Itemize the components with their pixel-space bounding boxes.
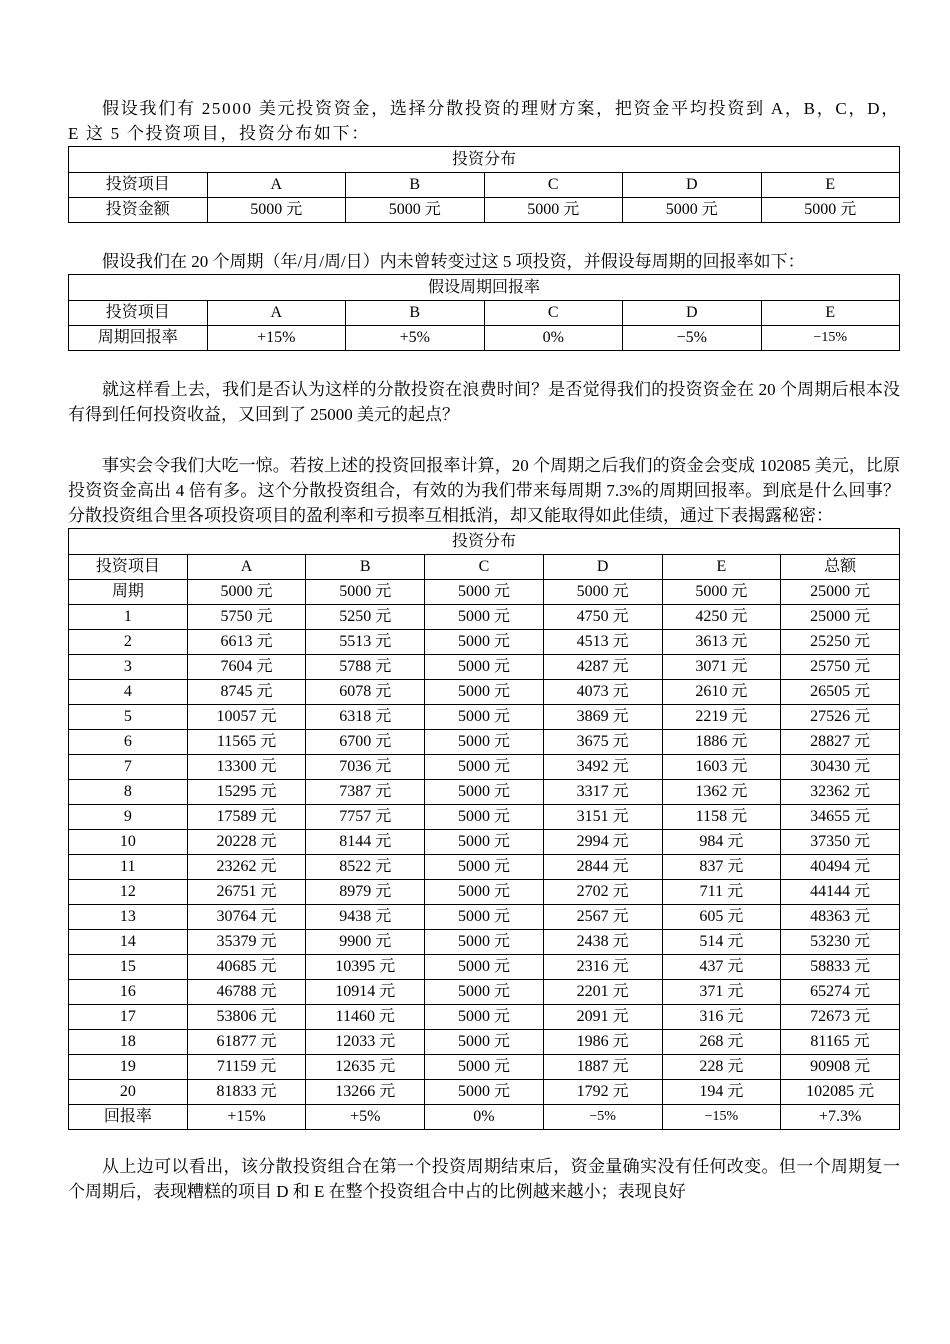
conclusion-paragraph: 从上边可以看出，该分散投资组合在第一个投资周期结束后，资金量确实没有任何改变。但一个周期复一个周期后，表现糟糕的项目 D 和 E 在整个投资组合中占的比例越来越小；表现良好 [68,1157,900,1201]
table-cell: 25750 元 [781,655,900,680]
table-row [69,730,900,755]
table-cell: 6700 元 [306,730,425,755]
table-cell: −5% [623,326,762,351]
table-cell: +15% [207,326,346,351]
header-cell: B [346,301,485,326]
table-cell: 25250 元 [781,630,900,655]
table-cell: 17589 元 [187,805,306,830]
table-cell: 0% [484,326,623,351]
table-cell: 周期回报率 [69,326,208,351]
table-cell: 26505 元 [781,680,900,705]
table-cell: 5000 元 [425,655,544,680]
table-row [69,326,900,351]
table-cell: 5000 元 [425,1030,544,1055]
table-row [69,755,900,780]
table-cell: 44144 元 [781,880,900,905]
header-cell: C [425,555,544,580]
table-cell: 20228 元 [187,830,306,855]
table-cell: 回报率 [69,1105,188,1130]
table-cell: 514 元 [662,930,781,955]
table-cell: 5000 元 [425,705,544,730]
table-cell: 12635 元 [306,1055,425,1080]
table-cell: 5000 元 [662,580,781,605]
spacer [68,223,900,249]
table-cell: 3 [69,655,188,680]
table-cell: 40685 元 [187,955,306,980]
table-cell: 48363 元 [781,905,900,930]
table-cell: 5000 元 [425,805,544,830]
table-cell: 1886 元 [662,730,781,755]
table-cell: 37350 元 [781,830,900,855]
table-cell: 5000 元 [761,198,900,223]
table-cell: 5000 元 [187,580,306,605]
table-cell: 5000 元 [425,680,544,705]
table-cell: 8979 元 [306,880,425,905]
table-cell: 3492 元 [543,755,662,780]
table-cell: 2438 元 [543,930,662,955]
table-cell: 3869 元 [543,705,662,730]
table-cell: −15% [761,326,900,351]
table-cell: 3071 元 [662,655,781,680]
table-cell: 90908 元 [781,1055,900,1080]
table-cell: 5000 元 [425,755,544,780]
table-cell: 6 [69,730,188,755]
table-cell: 605 元 [662,905,781,930]
table-cell: 81833 元 [187,1080,306,1105]
table-cell: 5000 元 [425,980,544,1005]
header-cell: E [761,173,900,198]
table-cell: 5 [69,705,188,730]
table-cell: 30430 元 [781,755,900,780]
table-cell: 4750 元 [543,605,662,630]
table-cell: 194 元 [662,1080,781,1105]
table-cell: 3675 元 [543,730,662,755]
table-cell: 9900 元 [306,930,425,955]
table-cell: 2702 元 [543,880,662,905]
table-cell: 5000 元 [484,198,623,223]
table-cell: 投资金额 [69,198,208,223]
table-cell: 8745 元 [187,680,306,705]
table-cell: 5788 元 [306,655,425,680]
table-cell: 周期 [69,580,188,605]
table-cell: 5000 元 [425,930,544,955]
header-cell: D [543,555,662,580]
table-cell: 32362 元 [781,780,900,805]
spacer [68,351,900,377]
table-cell: +7.3% [781,1105,900,1130]
table-title: 投资分布 [69,529,900,555]
explanation-paragraph: 事实会令我们大吃一惊。若按上述的投资回报率计算，20 个周期之后我们的资金会变成 102085 美元，比原投资资金高出 4 倍有多。这个分散投资组合，有效的为我们带来每周期 7.3%的周期回报率。到底是什么回事？分散投资组合里各项投资项目的盈利率和亏损率互相抵消，却又能取得如此佳绩，通过下表揭露秘密： [68,456,900,525]
table-cell: 19 [69,1055,188,1080]
header-cell: A [187,555,306,580]
table-cell: 26751 元 [187,880,306,905]
table-cell: 5000 元 [425,580,544,605]
table-row [69,198,900,223]
table-cell: 5000 元 [425,730,544,755]
table-cell: 11 [69,855,188,880]
table-cell: 4250 元 [662,605,781,630]
table-row [69,1005,900,1030]
table-cell: 10 [69,830,188,855]
table-row [69,955,900,980]
table-cell: 46788 元 [187,980,306,1005]
table-cell: 10395 元 [306,955,425,980]
table-cell: 1603 元 [662,755,781,780]
table-cell: 72673 元 [781,1005,900,1030]
table-cell: 6613 元 [187,630,306,655]
table-cell: 1887 元 [543,1055,662,1080]
table-cell: 5000 元 [425,630,544,655]
table-cell: 65274 元 [781,980,900,1005]
period-growth-table [68,528,900,1130]
return-rate-table [68,274,900,351]
table-cell: 3613 元 [662,630,781,655]
header-cell: E [761,301,900,326]
table-cell: 16 [69,980,188,1005]
table-cell: 5750 元 [187,605,306,630]
table-cell: 2610 元 [662,680,781,705]
table-cell: 5513 元 [306,630,425,655]
header-cell: C [484,301,623,326]
table-row [69,580,900,605]
header-cell: A [207,173,346,198]
table-cell: 2091 元 [543,1005,662,1030]
table-cell: 5000 元 [425,830,544,855]
assumption-paragraph: 假设我们在 20 个周期（年/月/周/日）内未曾转变过这 5 项投资，并假设每周期的回报率如下： [102,252,805,271]
table-cell: 14 [69,930,188,955]
table-cell: −15% [662,1105,781,1130]
table-cell: 23262 元 [187,855,306,880]
table-cell: 25000 元 [781,580,900,605]
table-cell: 20 [69,1080,188,1105]
table-row [69,605,900,630]
table-cell: 15 [69,955,188,980]
table-cell: 1362 元 [662,780,781,805]
header-cell: 投资项目 [69,301,208,326]
table-cell: 81165 元 [781,1030,900,1055]
table-cell: 1792 元 [543,1080,662,1105]
table-cell: 5000 元 [425,1080,544,1105]
table-cell: +15% [187,1105,306,1130]
table-cell: 5000 元 [425,880,544,905]
header-cell: D [623,173,762,198]
table-cell: 4 [69,680,188,705]
table-row [69,655,900,680]
table-cell: 12 [69,880,188,905]
table-cell: 12033 元 [306,1030,425,1055]
table-row [69,830,900,855]
table-cell: 2567 元 [543,905,662,930]
table-cell: 15295 元 [187,780,306,805]
table-row [69,630,900,655]
table-cell: 13300 元 [187,755,306,780]
table-header-row [69,173,900,198]
table-cell: 10057 元 [187,705,306,730]
table-row [69,930,900,955]
table-cell: 5000 元 [425,780,544,805]
table-cell: 10914 元 [306,980,425,1005]
table-cell: 71159 元 [187,1055,306,1080]
table-cell: 5000 元 [425,605,544,630]
table-cell: −5% [543,1105,662,1130]
table-row [69,980,900,1005]
table-cell: 5000 元 [425,955,544,980]
question-paragraph: 就这样看上去，我们是否认为这样的分散投资在浪费时间？是否觉得我们的投资资金在 20 个周期后根本没有得到任何投资收益，又回到了 25000 美元的起点？ [68,380,900,424]
table-cell: 5000 元 [306,580,425,605]
table-row [69,1055,900,1080]
table-cell: 58833 元 [781,955,900,980]
table-cell: 1986 元 [543,1030,662,1055]
table-cell: 11565 元 [187,730,306,755]
table-cell: 35379 元 [187,930,306,955]
header-cell: E [662,555,781,580]
table-cell: 17 [69,1005,188,1030]
table-cell: 9 [69,805,188,830]
table-cell: 9438 元 [306,905,425,930]
header-cell: A [207,301,346,326]
table-cell: 28827 元 [781,730,900,755]
table-cell: 5000 元 [207,198,346,223]
table-cell: 371 元 [662,980,781,1005]
table-row [69,780,900,805]
table-cell: 5000 元 [543,580,662,605]
table-cell: 5000 元 [623,198,762,223]
header-cell: D [623,301,762,326]
table-cell: 11460 元 [306,1005,425,1030]
table-cell: 2994 元 [543,830,662,855]
header-cell: B [346,173,485,198]
table-cell: 40494 元 [781,855,900,880]
table-cell: 5000 元 [425,1005,544,1030]
table-cell: 30764 元 [187,905,306,930]
table-title: 假设周期回报率 [69,275,900,301]
table-cell: 7757 元 [306,805,425,830]
intro-paragraph: 假设我们有 25000 美元投资资金，选择分散投资的理财方案，把资金平均投资到 A，B，C，D，E 这 5 个投资项目，投资分布如下： [68,99,900,143]
table-cell: 1 [69,605,188,630]
table-row [69,880,900,905]
table-cell: 4073 元 [543,680,662,705]
table-header-row [69,555,900,580]
table-cell: 3317 元 [543,780,662,805]
table-cell: 984 元 [662,830,781,855]
investment-distribution-table [68,146,900,223]
table-cell: 8144 元 [306,830,425,855]
table-row [69,855,900,880]
table-cell: 5000 元 [425,905,544,930]
table-cell: 316 元 [662,1005,781,1030]
table-cell: 8 [69,780,188,805]
header-cell: C [484,173,623,198]
table-row [69,705,900,730]
table-cell: 6078 元 [306,680,425,705]
table-cell: 2844 元 [543,855,662,880]
table-cell: 13 [69,905,188,930]
table-cell: 2219 元 [662,705,781,730]
table-cell: 102085 元 [781,1080,900,1105]
table-cell: 711 元 [662,880,781,905]
table-cell: 2316 元 [543,955,662,980]
table-cell: 13266 元 [306,1080,425,1105]
table-cell: 5000 元 [346,198,485,223]
table-cell: 53806 元 [187,1005,306,1030]
table-cell: 5000 元 [425,855,544,880]
table-cell: 4287 元 [543,655,662,680]
header-cell: 投资项目 [69,173,208,198]
table-cell: 5000 元 [425,1055,544,1080]
table-cell: 268 元 [662,1030,781,1055]
table-cell: 27526 元 [781,705,900,730]
header-cell: 总额 [781,555,900,580]
table-header-row [69,301,900,326]
table-cell: 7036 元 [306,755,425,780]
table-cell: 53230 元 [781,930,900,955]
table-row [69,1105,900,1130]
table-cell: 2201 元 [543,980,662,1005]
table-cell: 4513 元 [543,630,662,655]
spacer [68,427,900,453]
table-cell: 7 [69,755,188,780]
table-cell: 837 元 [662,855,781,880]
table-cell: 2 [69,630,188,655]
table-row [69,1080,900,1105]
table-cell: 1158 元 [662,805,781,830]
table-cell: +5% [306,1105,425,1130]
table-cell: 0% [425,1105,544,1130]
header-cell: B [306,555,425,580]
table-cell: 8522 元 [306,855,425,880]
table-cell: 5250 元 [306,605,425,630]
table-cell: +5% [346,326,485,351]
table-cell: 228 元 [662,1055,781,1080]
header-cell: 投资项目 [69,555,188,580]
spacer [68,1130,900,1154]
table-cell: 34655 元 [781,805,900,830]
document-page [68,96,900,1204]
table-cell: 437 元 [662,955,781,980]
table-row [69,680,900,705]
table-row [69,905,900,930]
table-cell: 6318 元 [306,705,425,730]
table-cell: 18 [69,1030,188,1055]
table-row [69,805,900,830]
table-row [69,1030,900,1055]
table-cell: 7604 元 [187,655,306,680]
table-cell: 61877 元 [187,1030,306,1055]
table-cell: 25000 元 [781,605,900,630]
table-title: 投资分布 [69,147,900,173]
table-cell: 7387 元 [306,780,425,805]
table-cell: 3151 元 [543,805,662,830]
